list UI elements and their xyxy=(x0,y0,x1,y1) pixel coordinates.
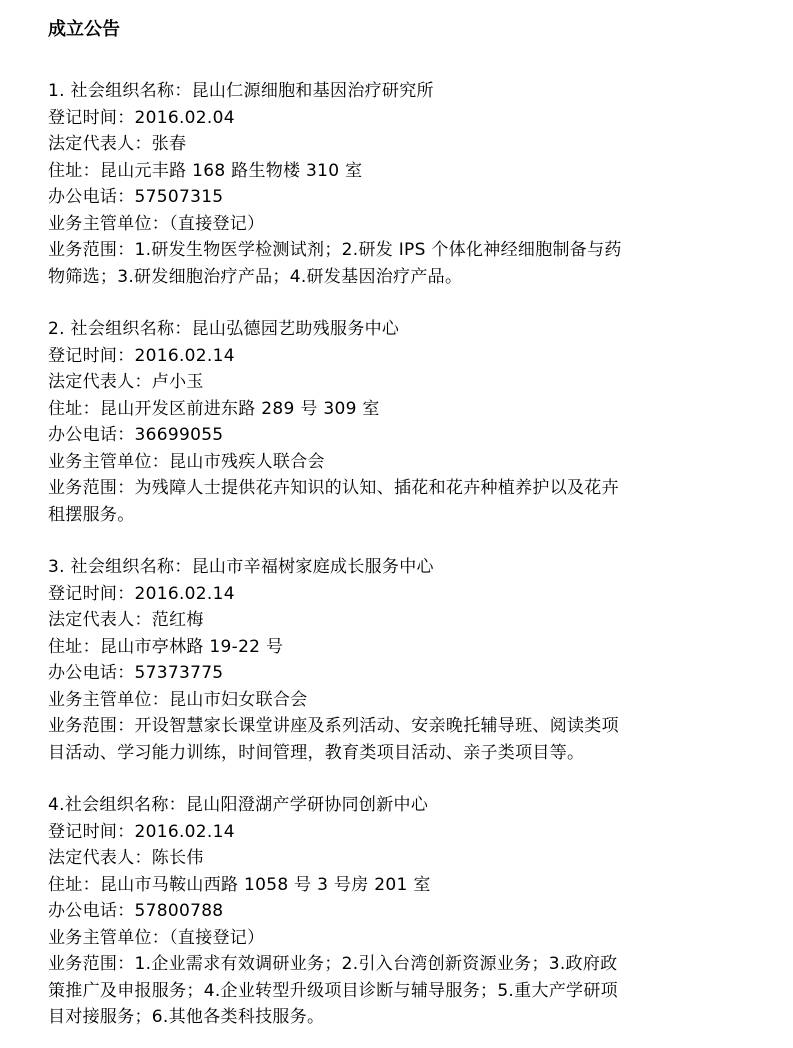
business-scope-line: 业务范围：1.研发生物医学检测试剂；2.研发 IPS 个体化神经细胞制备与药 xyxy=(48,240,622,260)
business-scope-line: 目对接服务；6.其他各类科技服务。 xyxy=(48,1007,325,1027)
org-entry-4 xyxy=(48,792,773,1031)
supervising-unit: 业务主管单位：（直接登记） xyxy=(48,927,265,948)
org-entry-1 xyxy=(48,78,773,290)
supervising-unit: 业务主管单位：昆山市残疾人联合会 xyxy=(48,451,325,472)
registration-date: 登记时间：2016.02.14 xyxy=(48,583,235,604)
address: 住址：昆山开发区前进东路 289 号 309 室 xyxy=(48,398,380,419)
business-scope-line: 租摆服务。 xyxy=(48,504,135,525)
org-name: 1. 社会组织名称：昆山仁源细胞和基因治疗研究所 xyxy=(48,81,434,101)
address: 住址：昆山市亭林路 19-22 号 xyxy=(48,636,284,657)
office-phone: 办公电话：57507315 xyxy=(48,187,224,207)
page-title: 成立公告 xyxy=(48,19,120,40)
business-scope-line: 物筛选；3.研发细胞治疗产品；4.研发基因治疗产品。 xyxy=(48,266,463,287)
business-scope-line: 业务范围：开设智慧家长课堂讲座及系列活动、安亲晚托辅导班、阅读类项 xyxy=(48,716,619,736)
org-entry-2 xyxy=(48,316,773,528)
office-phone: 办公电话：57800788 xyxy=(48,901,224,921)
supervising-unit: 业务主管单位：昆山市妇女联合会 xyxy=(48,689,308,710)
business-scope-line: 业务范围：1.企业需求有效调研业务；2.引入台湾创新资源业务；3.政府政 xyxy=(48,954,618,974)
supervising-unit: 业务主管单位：（直接登记） xyxy=(48,213,265,234)
legal-representative: 法定代表人：张春 xyxy=(48,134,187,154)
registration-date: 登记时间：2016.02.14 xyxy=(48,821,235,842)
address: 住址：昆山市马鞍山西路 1058 号 3 号房 201 室 xyxy=(48,874,431,895)
office-phone: 办公电话：57373775 xyxy=(48,663,224,683)
org-name: 4.社会组织名称：昆山阳澄湖产学研协同创新中心 xyxy=(48,795,429,815)
business-scope-line: 策推广及申报服务；4.企业转型升级项目诊断与辅导服务；5.重大产学研项 xyxy=(48,980,618,1001)
org-entry-3 xyxy=(48,554,773,766)
business-scope-line: 业务范围：为残障人士提供花卉知识的认知、插花和花卉种植养护以及花卉 xyxy=(48,478,619,498)
business-scope-line: 目活动、学习能力训练，时间管理，教育类项目活动、亲子类项目等。 xyxy=(48,742,585,763)
legal-representative: 法定代表人：卢小玉 xyxy=(48,372,204,392)
org-name: 2. 社会组织名称：昆山弘德园艺助残服务中心 xyxy=(48,319,400,339)
registration-date: 登记时间：2016.02.04 xyxy=(48,107,235,128)
registration-date: 登记时间：2016.02.14 xyxy=(48,345,235,366)
org-name: 3. 社会组织名称：昆山市辛福树家庭成长服务中心 xyxy=(48,557,434,577)
address: 住址：昆山元丰路 168 路生物楼 310 室 xyxy=(48,160,363,181)
office-phone: 办公电话：36699055 xyxy=(48,425,224,445)
legal-representative: 法定代表人：范红梅 xyxy=(48,610,204,630)
legal-representative: 法定代表人：陈长伟 xyxy=(48,848,204,868)
